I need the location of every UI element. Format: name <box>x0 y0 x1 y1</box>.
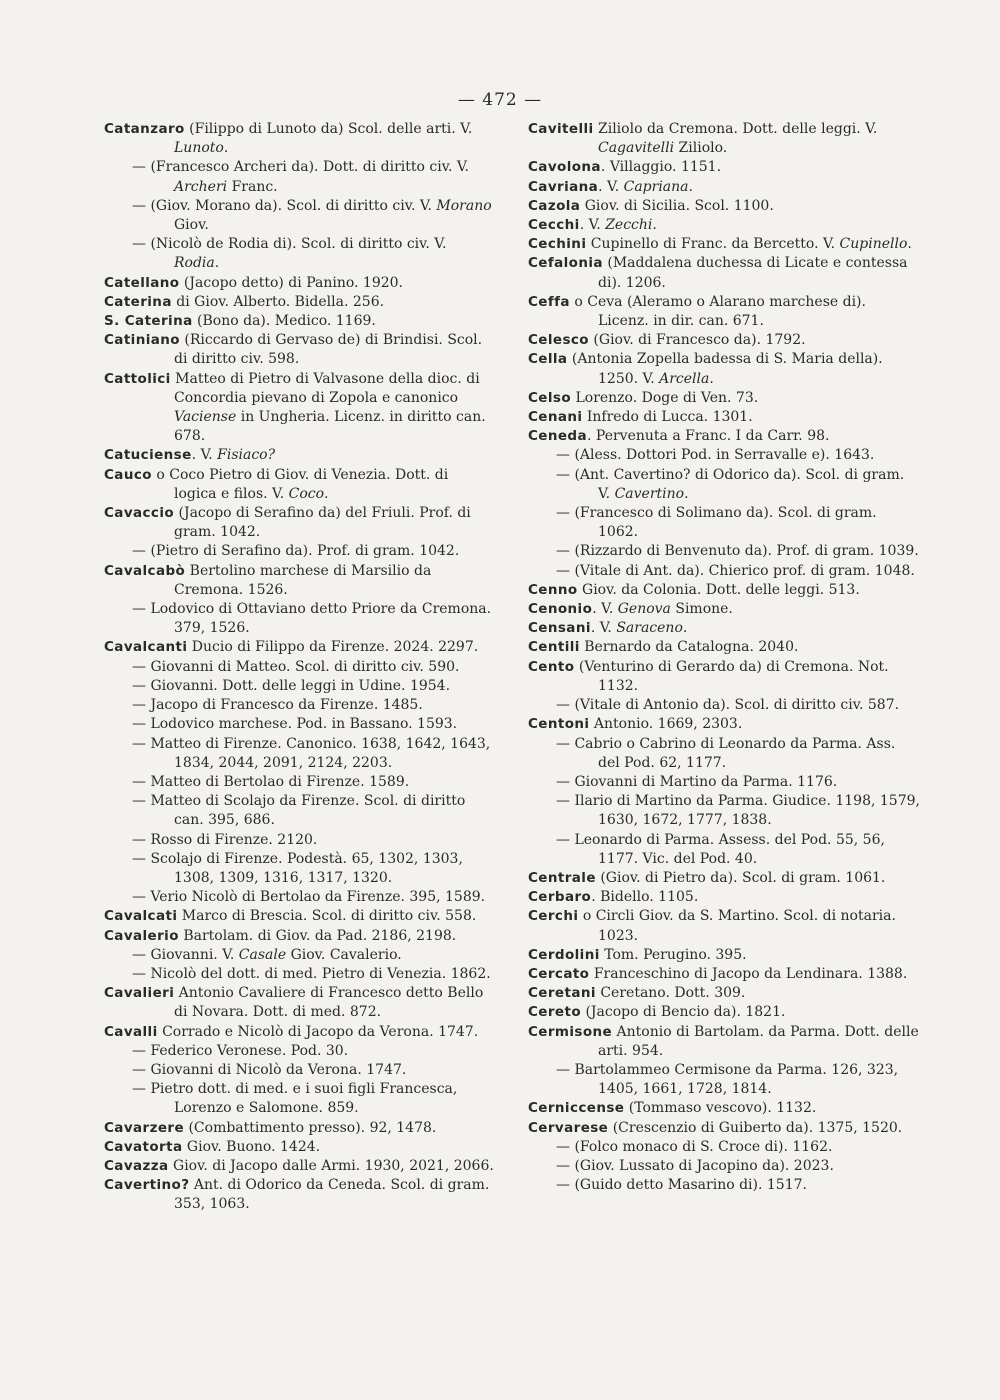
index-entry <box>104 1176 494 1214</box>
entry-text: . <box>682 620 688 637</box>
entry-text: . <box>214 255 220 272</box>
entry-headword: Cercato <box>528 965 590 982</box>
left-column <box>104 120 494 1215</box>
entry-text: Franc. <box>227 178 278 195</box>
index-subentry <box>528 542 920 561</box>
index-entry <box>528 389 920 408</box>
entry-text: Bernardo da Catalogna. 2040. <box>579 639 799 656</box>
entry-text: (Crescenzio di Guiberto da). 1375, 1520. <box>608 1119 903 1136</box>
entry-text: — Cabrio o Cabrino di Leonardo da Parma. Ass. del Pod. 62, 1177. <box>556 735 896 771</box>
entry-text: . <box>652 217 657 234</box>
entry-headword: Celso <box>528 389 572 406</box>
index-entry <box>528 216 920 235</box>
index-entry <box>104 504 494 542</box>
entry-crossref: Coco <box>288 485 325 502</box>
entry-text: — Giovanni. Dott. delle leggi in Udine. 1954. <box>132 677 451 694</box>
entry-text: — Jacopo di Francesco da Firenze. 1485. <box>132 697 423 714</box>
index-entry <box>528 638 920 657</box>
index-entry <box>528 984 920 1003</box>
entry-text: Bartolam. di Giov. da Pad. 2186, 2198. <box>178 927 457 944</box>
entry-headword: Cermisone <box>528 1023 613 1040</box>
index-subentry <box>104 542 494 561</box>
index-subentry <box>528 831 920 869</box>
entry-text: . V. <box>191 447 218 464</box>
entry-text: Giov. di Jacopo dalle Armi. 1930, 2021, 2066. <box>168 1157 494 1174</box>
entry-crossref: Archeri <box>174 178 228 195</box>
entry-text: (Combattimento presso). 92, 1478. <box>184 1119 437 1136</box>
entry-text: — (Francesco di Solimano da). Scol. di gram. 1062. <box>556 505 877 541</box>
entry-text: . <box>907 236 912 253</box>
index-entry <box>528 254 920 292</box>
entry-text: . V. <box>598 178 624 195</box>
index-entry <box>104 638 494 657</box>
entry-text: Ant. di Odorico da Ceneda. Scol. di gram. 353, 1063. <box>174 1177 490 1213</box>
entry-headword: Cavalcabò <box>104 562 186 579</box>
entry-text: Giov. Buono. 1424. <box>182 1138 321 1155</box>
entry-text: Antonio Cavaliere di Francesco detto Bello di Novara. Dott. di med. 872. <box>174 985 484 1021</box>
entry-text: . V. <box>592 601 618 618</box>
index-entry <box>104 984 494 1022</box>
entry-text: — Bartolammeo Cermisone da Parma. 126, 323, 1405, 1661, 1728, 1814. <box>556 1061 899 1098</box>
entry-headword: Celesco <box>528 332 589 349</box>
entry-headword: Cella <box>528 351 568 368</box>
entry-headword: Cenno <box>528 581 578 598</box>
entry-text: Antonio. 1669, 2303. <box>589 716 743 733</box>
page-number: — 472 — <box>457 90 543 110</box>
entry-text: Tom. Perugino. 395. <box>599 946 747 963</box>
index-entry <box>528 120 920 158</box>
entry-headword: Cavalcati <box>104 908 178 925</box>
index-subentry <box>528 562 920 581</box>
entry-crossref: Capriana <box>623 178 689 195</box>
index-entry <box>104 466 494 504</box>
index-subentry <box>528 1138 920 1157</box>
entry-text: — Giovanni. V. <box>132 946 239 963</box>
entry-text: — Scolajo di Firenze. Podestà. 65, 1302, 1303, 1308, 1309, 1316, 1317, 1320. <box>132 850 463 886</box>
entry-text: — Leonardo di Parma. Assess. del Pod. 55, 56, 1177. Vic. del Pod. 40. <box>556 831 885 867</box>
index-entry <box>104 927 494 946</box>
index-entry <box>104 370 494 447</box>
entry-text: (Jacopo di Bencio da). 1821. <box>581 1004 786 1021</box>
index-entry <box>104 1119 494 1138</box>
entry-headword: Cerchi <box>528 908 579 925</box>
index-entry <box>528 907 920 945</box>
index-entry <box>528 1119 920 1138</box>
entry-headword: Centoni <box>528 716 590 733</box>
entry-text: o Ceva (Aleramo o Alarano marchese di). Licenz. in dir. can. 671. <box>569 293 866 330</box>
entry-text: Bertolino marchese di Marsilio da Cremona. 1526. <box>174 562 432 598</box>
entry-headword: Cavalli <box>104 1023 158 1040</box>
entry-headword: Cefalonia <box>528 255 603 272</box>
entry-text: Giov. di Sicilia. Scol. 1100. <box>580 197 774 214</box>
index-subentry <box>104 600 494 638</box>
entry-text: di Giov. Alberto. Bidella. 256. <box>171 293 385 310</box>
index-subentry <box>528 792 920 830</box>
entry-headword: Cauco <box>104 466 152 483</box>
entry-text: (Riccardo di Gervaso de) di Brindisi. Scol. di diritto civ. 598. <box>174 332 483 368</box>
index-subentry <box>104 946 494 965</box>
index-entry <box>104 274 494 293</box>
entry-headword: Caterina <box>104 293 172 310</box>
index-subentry <box>104 235 494 273</box>
entry-text: o Coco Pietro di Giov. di Venezia. Dott. di logica e filos. V. <box>151 466 449 502</box>
entry-text: Antonio di Bartolam. da Parma. Dott. delle arti. 954. <box>598 1023 919 1059</box>
entry-text: — (Giov. Morano da). Scol. di diritto civ. V. <box>132 197 437 214</box>
entry-text: — (Ant. Cavertino? di Odorico da). Scol. di gram. V. <box>556 466 905 502</box>
entry-text: Marco di Brescia. Scol. di diritto civ. 558. <box>177 908 477 925</box>
right-column <box>528 120 920 1195</box>
entry-headword: Cechini <box>528 236 587 253</box>
entry-text: — (Aless. Dottori Pod. in Serravalle e). 1643. <box>556 447 875 464</box>
entry-headword: Cerdolini <box>528 946 600 963</box>
entry-text: o Circli Giov. da S. Martino. Scol. di notaria. 1023. <box>578 908 896 944</box>
index-subentry <box>528 1176 920 1195</box>
entry-text: (Filippo di Lunoto da) Scol. delle arti. V. <box>184 121 473 137</box>
entry-text: (Antonia Zopella badessa di S. Maria della). 1250. V. <box>567 351 883 387</box>
entry-crossref: Cagavitelli <box>598 140 675 157</box>
entry-text: . Bidello. 1105. <box>591 889 699 906</box>
index-subentry <box>528 504 920 542</box>
entry-text: Infredo di Lucca. 1301. <box>582 409 753 426</box>
index-entry <box>104 446 494 465</box>
entry-headword: Cavolona <box>528 159 601 176</box>
entry-text: . <box>223 140 229 157</box>
entry-headword: Censani <box>528 620 591 637</box>
entry-headword: Cenonio <box>528 601 593 618</box>
entry-text: (Giov. di Pietro da). Scol. di gram. 1061. <box>595 869 886 886</box>
index-entry <box>104 312 494 331</box>
index-entry <box>104 1023 494 1042</box>
entry-text: . <box>688 178 693 195</box>
entry-text: — Giovanni di Matteo. Scol. di diritto civ. 590. <box>132 658 460 675</box>
entry-headword: Cavalieri <box>104 985 175 1002</box>
entry-text: . <box>324 485 329 502</box>
entry-headword: Catiniano <box>104 332 180 349</box>
entry-headword: Cattolici <box>104 370 171 387</box>
index-entry <box>528 581 920 600</box>
entry-crossref: Arcella <box>659 370 710 387</box>
entry-text: Lorenzo. Doge di Ven. 73. <box>571 389 759 406</box>
entry-text: — Lodovico di Ottaviano detto Priore da Cremona. 379, 1526. <box>132 601 492 637</box>
index-subentry <box>104 658 494 677</box>
entry-headword: Cavatorta <box>104 1138 183 1155</box>
entry-headword: Cecchi <box>528 217 580 234</box>
entry-text: (Jacopo di Serafino da) del Friuli. Prof. di gram. 1042. <box>174 505 471 541</box>
entry-text: — Matteo di Bertolao di Firenze. 1589. <box>132 773 410 790</box>
entry-text: — (Guido detto Masarino di). 1517. <box>556 1177 807 1194</box>
entry-crossref: Casale <box>238 946 287 963</box>
index-subentry <box>104 850 494 888</box>
entry-headword: Centili <box>528 639 580 656</box>
entry-headword: Catuciense <box>104 447 192 464</box>
entry-headword: Cavitelli <box>528 121 594 137</box>
entry-crossref: Genova <box>617 601 671 618</box>
index-subentry <box>528 466 920 504</box>
entry-crossref: Cupinello <box>839 236 908 253</box>
index-subentry <box>528 1061 920 1099</box>
entry-text: (Tommaso vescovo). 1132. <box>624 1100 817 1117</box>
index-entry <box>528 1099 920 1118</box>
entry-crossref: Lunoto <box>174 140 224 157</box>
entry-text: — (Vitale di Ant. da). Chierico prof. di gram. 1048. <box>556 562 915 579</box>
entry-text: — Rosso di Firenze. 2120. <box>132 831 318 848</box>
index-entry <box>528 350 920 388</box>
entry-text: — Federico Veronese. Pod. 30. <box>132 1042 349 1059</box>
entry-text: Giov. <box>174 217 209 234</box>
index-entry <box>104 562 494 600</box>
index-entry <box>104 1157 494 1176</box>
entry-text: . Villaggio. 1151. <box>600 159 722 176</box>
index-entry <box>528 331 920 350</box>
index-subentry <box>104 158 494 196</box>
index-subentry <box>104 888 494 907</box>
entry-headword: Cerniccense <box>528 1100 625 1117</box>
entry-text: (Maddalena duchessa di Licate e contessa di). 1206. <box>598 255 908 291</box>
index-entry <box>528 869 920 888</box>
index-entry <box>528 619 920 638</box>
entry-headword: Centrale <box>528 869 596 886</box>
entry-headword: Cavazza <box>104 1157 169 1174</box>
entry-text: . <box>684 485 689 502</box>
entry-headword: Cazola <box>528 197 581 214</box>
index-entry <box>528 178 920 197</box>
index-subentry <box>104 1080 494 1118</box>
index-subentry <box>104 1042 494 1061</box>
entry-text: — Giovanni di Nicolò da Verona. 1747. <box>132 1061 407 1078</box>
entry-text: — Lodovico marchese. Pod. in Bassano. 1593. <box>132 716 458 733</box>
entry-text: — Nicolò del dott. di med. Pietro di Venezia. 1862. <box>132 965 491 982</box>
entry-crossref: Rodia <box>174 255 215 272</box>
entry-text: — Verio Nicolò di Bertolao da Firenze. 395, 1589. <box>132 889 486 906</box>
entry-text: Cupinello di Franc. da Bercetto. V. <box>586 236 840 253</box>
entry-text: — (Giov. Lussato di Jacopino da). 2023. <box>556 1157 834 1174</box>
entry-headword: Cento <box>528 658 575 675</box>
entry-headword: Cavriana <box>528 178 599 195</box>
index-entry <box>528 158 920 177</box>
entry-headword: Cenani <box>528 409 583 426</box>
index-subentry <box>104 735 494 773</box>
entry-text: — (Vitale di Antonio da). Scol. di diritto civ. 587. <box>556 697 900 714</box>
entry-crossref: Vaciense <box>174 409 237 426</box>
entry-headword: Cavertino? <box>104 1177 190 1194</box>
entry-text: (Bono da). Medico. 1169. <box>192 313 376 330</box>
index-subentry <box>104 696 494 715</box>
entry-text: in Ungheria. Licenz. in diritto can. 678. <box>174 409 486 445</box>
entry-text: — (Rizzardo di Benvenuto da). Prof. di gram. 1039. <box>556 543 919 560</box>
entry-text: (Giov. di Francesco da). 1792. <box>588 332 806 349</box>
index-entry <box>528 658 920 696</box>
entry-text: — (Francesco Archeri da). Dott. di diritto civ. V. <box>132 159 469 176</box>
index-subentry <box>104 831 494 850</box>
entry-text: — (Pietro di Serafino da). Prof. di gram. 1042. <box>132 543 460 560</box>
index-entry <box>528 235 920 254</box>
entry-headword: Cereto <box>528 1004 582 1021</box>
index-entry <box>528 965 920 984</box>
index-entry <box>528 1023 920 1061</box>
index-entry <box>528 600 920 619</box>
entry-headword: Cavalerio <box>104 927 179 944</box>
index-subentry <box>528 1157 920 1176</box>
index-subentry <box>528 773 920 792</box>
entry-headword: Ceffa <box>528 293 570 310</box>
entry-text: — Matteo di Firenze. Canonico. 1638, 1642, 1643, 1834, 2044, 2091, 2124, 2203. <box>132 735 491 771</box>
index-subentry <box>104 792 494 830</box>
index-entry <box>528 408 920 427</box>
index-subentry <box>104 197 494 235</box>
entry-text: Ziliolo da Cremona. Dott. delle leggi. V. <box>593 121 878 137</box>
entry-text: — (Folco monaco di S. Croce di). 1162. <box>556 1138 833 1155</box>
entry-headword: Ceretani <box>528 985 596 1002</box>
entry-text: . Pervenuta a Franc. I da Carr. 98. <box>587 428 830 445</box>
entry-headword: Cavarzere <box>104 1119 185 1136</box>
index-entry <box>104 907 494 926</box>
entry-text: Giov. Cavalerio. <box>286 946 402 963</box>
index-entry <box>528 888 920 907</box>
entry-crossref: Morano <box>436 197 492 214</box>
entry-text: — Matteo di Scolajo da Firenze. Scol. di diritto can. 395, 686. <box>132 793 466 829</box>
index-entry <box>528 1003 920 1022</box>
entry-headword: Catellano <box>104 274 180 291</box>
index-subentry <box>528 696 920 715</box>
entry-headword: Cervarese <box>528 1119 609 1136</box>
index-subentry <box>104 773 494 792</box>
entry-text: Ducio di Filippo da Firenze. 2024. 2297. <box>187 639 479 656</box>
entry-text: (Venturino di Gerardo da) di Cremona. Not. 1132. <box>574 658 889 694</box>
entry-headword: Catanzaro <box>104 121 185 137</box>
entry-text: Matteo di Pietro di Valvasone della dioc. di Concordia pievano di Zopola e canonico <box>170 370 480 406</box>
entry-text: . <box>709 370 714 387</box>
index-entry <box>104 331 494 369</box>
index-subentry <box>528 446 920 465</box>
entry-headword: Ceneda <box>528 428 588 445</box>
index-entry <box>104 120 494 158</box>
entry-crossref: Cavertino <box>614 485 685 502</box>
index-entry <box>104 1138 494 1157</box>
entry-headword: Cerbaro <box>528 889 592 906</box>
entry-headword: S. Caterina <box>104 313 193 330</box>
entry-text: — Pietro dott. di med. e i suoi figli Francesca, Lorenzo e Salomone. 859. <box>132 1081 458 1117</box>
entry-text: . V. <box>590 620 617 637</box>
index-subentry <box>104 677 494 696</box>
index-subentry <box>104 965 494 984</box>
entry-text: Ceretano. Dott. 309. <box>595 985 746 1002</box>
index-entry <box>528 946 920 965</box>
entry-text: Ziliolo. <box>674 140 728 157</box>
entry-text: Franceschino di Jacopo da Lendinara. 1388. <box>589 965 908 982</box>
index-entry <box>528 427 920 446</box>
entry-text: — Ilario di Martino da Parma. Giudice. 1198, 1579, 1630, 1672, 1777, 1838. <box>556 793 920 829</box>
entry-crossref: Zecchi <box>605 217 653 234</box>
entry-text: Giov. da Colonia. Dott. delle leggi. 513. <box>577 581 860 598</box>
entry-headword: Cavalcanti <box>104 639 188 656</box>
index-entry <box>104 293 494 312</box>
entry-text: (Jacopo detto) di Panino. 1920. <box>179 274 404 291</box>
entry-text: — Giovanni di Martino da Parma. 1176. <box>556 773 838 790</box>
entry-text: Simone. <box>670 601 733 618</box>
index-subentry <box>528 735 920 773</box>
index-entry <box>528 197 920 216</box>
entry-headword: Cavaccio <box>104 505 175 522</box>
index-entry <box>528 293 920 331</box>
entry-text: — (Nicolò de Rodia di). Scol. di diritto civ. V. <box>132 236 447 253</box>
entry-crossref: Saraceno <box>616 620 683 637</box>
entry-text: Corrado e Nicolò di Jacopo da Verona. 1747. <box>157 1023 479 1040</box>
entry-text: . V. <box>579 217 606 234</box>
index-subentry <box>104 715 494 734</box>
entry-crossref: Fisiaco? <box>217 447 276 464</box>
index-entry <box>528 715 920 734</box>
index-subentry <box>104 1061 494 1080</box>
